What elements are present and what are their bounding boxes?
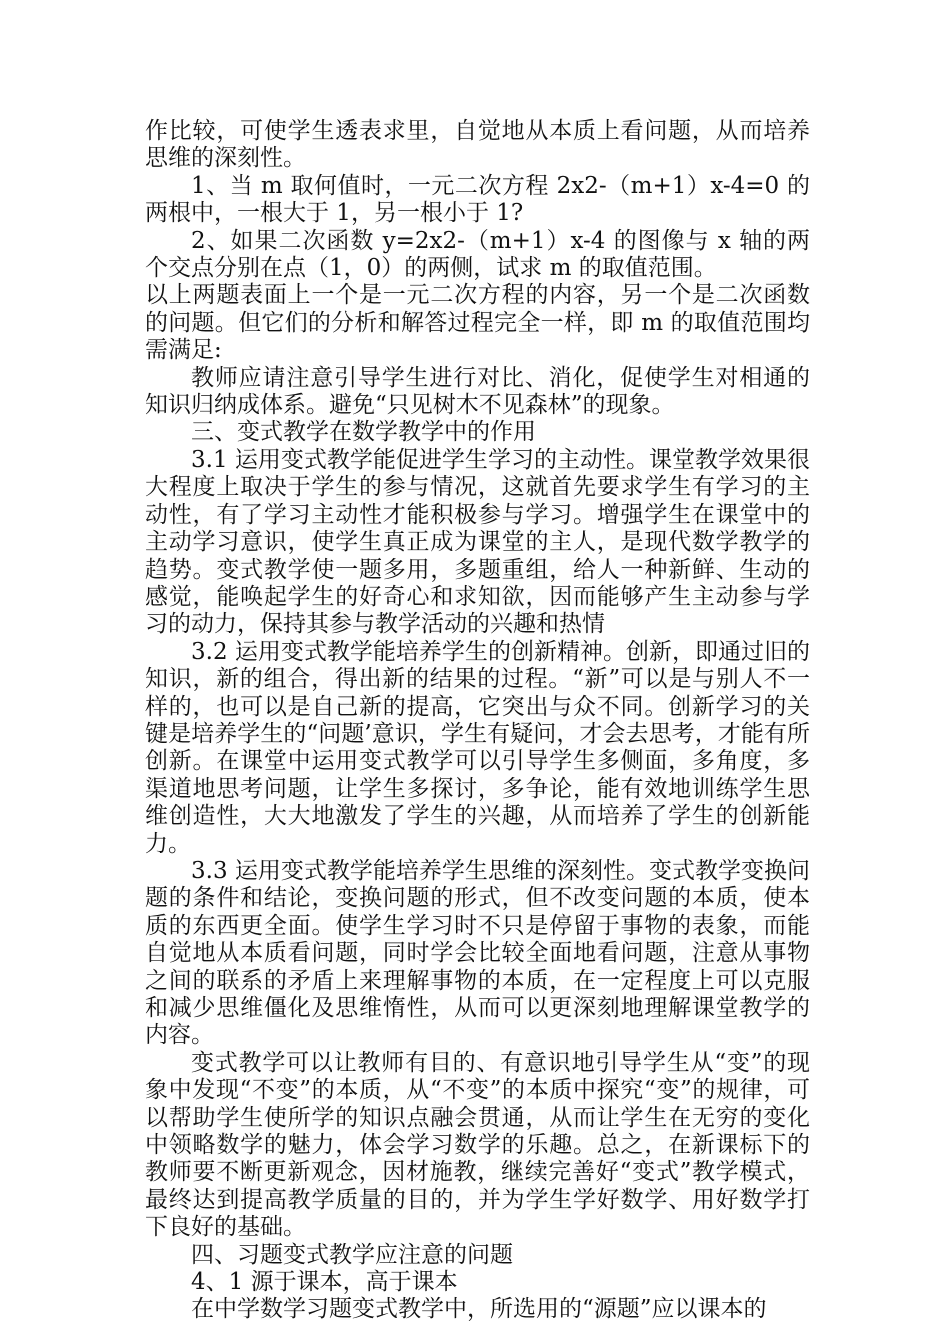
section-heading-4: 四、习题变式教学应注意的问题 — [191, 1241, 513, 1268]
paragraph-analysis: 以上两题表面上一个是一元二次方程的内容，另一个是二次函数的问题。但它们的分析和解答过程完全一样，即 m 的取值范围均需满足: — [145, 282, 810, 364]
subsection-heading-4-1: 4、1 源于课本，高于课本 — [191, 1269, 458, 1296]
paragraph-question-1: 1、当 m 取何值时，一元二次方程 2x2-（m+1）x-4=0 的两根中，一根大于 1，另一根小于 1? — [145, 172, 810, 227]
paragraph-summary: 变式教学可以让教师有目的、有意识地引导学生从“变”的现象中发现“不变”的本质，从“不变”的本质中探究“变”的规律，可以帮助学生使所学的知识点融会贯通，从而让学生在无穷的变化中领略数学的魅力，体会学习数学的乐趣。总之，在新课标下的教师要不断更新观念，因材施教，继续完善好“变式”教学模式，最终达到提高教学质量的目的，并为学生学好数学、用好数学打下良好的基础。 — [145, 1049, 810, 1241]
paragraph-question-2: 2、如果二次函数 y=2x2-（m+1）x-4 的图像与 x 轴的两个交点分别在点（1，0）的两侧，试求 m 的取值范围。 — [145, 227, 810, 282]
body-text — [145, 118, 810, 1324]
paragraph-3-1: 3.1 运用变式教学能促进学生学习的主动性。课堂教学效果很大程度上取决于学生的参与情况，这就首先要求学生有学习的主动性，有了学习主动性才能积极参与学习。增强学生在课堂中的主动学习意识，使学生真正成为课堂的主人，是现代数学教学的趋势。变式教学使一题多用，多题重组，给人一种新鲜、生动的感觉，能唤起学生的好奇心和求知欲，因而能够产生主动参与学习的动力，保持其参与教学活动的兴趣和热情 — [145, 446, 810, 638]
paragraph-4-1: 在中学数学习题变式教学中，所选用的“源题”应以课本的 — [191, 1296, 767, 1323]
paragraph-3-2: 3.2 运用变式教学能培养学生的创新精神。创新，即通过旧的知识，新的组合，得出新的结果的过程。“新”可以是与别人不一样的，也可以是自己新的提高，它突出与众不同。创新学习的关键是培养学生的“问题’意识，学生有疑问，才会去思考，才能有所创新。在课堂中运用变式教学可以引导学生多侧面，多角度，多渠道地思考问题，让学生多探讨，多争论，能有效地训练学生思维创造性，大大地激发了学生的兴趣，从而培养了学生的创新能力。 — [145, 638, 810, 857]
paragraph-3-3: 3.3 运用变式教学能培养学生思维的深刻性。变式教学变换问题的条件和结论，变换问题的形式，但不改变问题的本质，使本质的东西更全面。使学生学习时不只是停留于事物的表象，而能自觉地从本质看问题，同时学会比较全面地看问题，注意从事物之间的联系的矛盾上来理解事物的本质，在一定程度上可以克服和减少思维僵化及思维惰性，从而可以更深刻地理解课堂教学的内容。 — [145, 857, 810, 1049]
section-heading-3: 三、变式教学在数学教学中的作用 — [191, 419, 536, 446]
paragraph-teacher-note: 教师应请注意引导学生进行对比、消化，促使学生对相通的知识归纳成体系。避免“只见树木不见森林”的现象。 — [145, 364, 810, 419]
paragraph-continuation: 作比较，可使学生透表求里，自觉地从本质上看问题，从而培养思维的深刻性。 — [145, 118, 810, 172]
